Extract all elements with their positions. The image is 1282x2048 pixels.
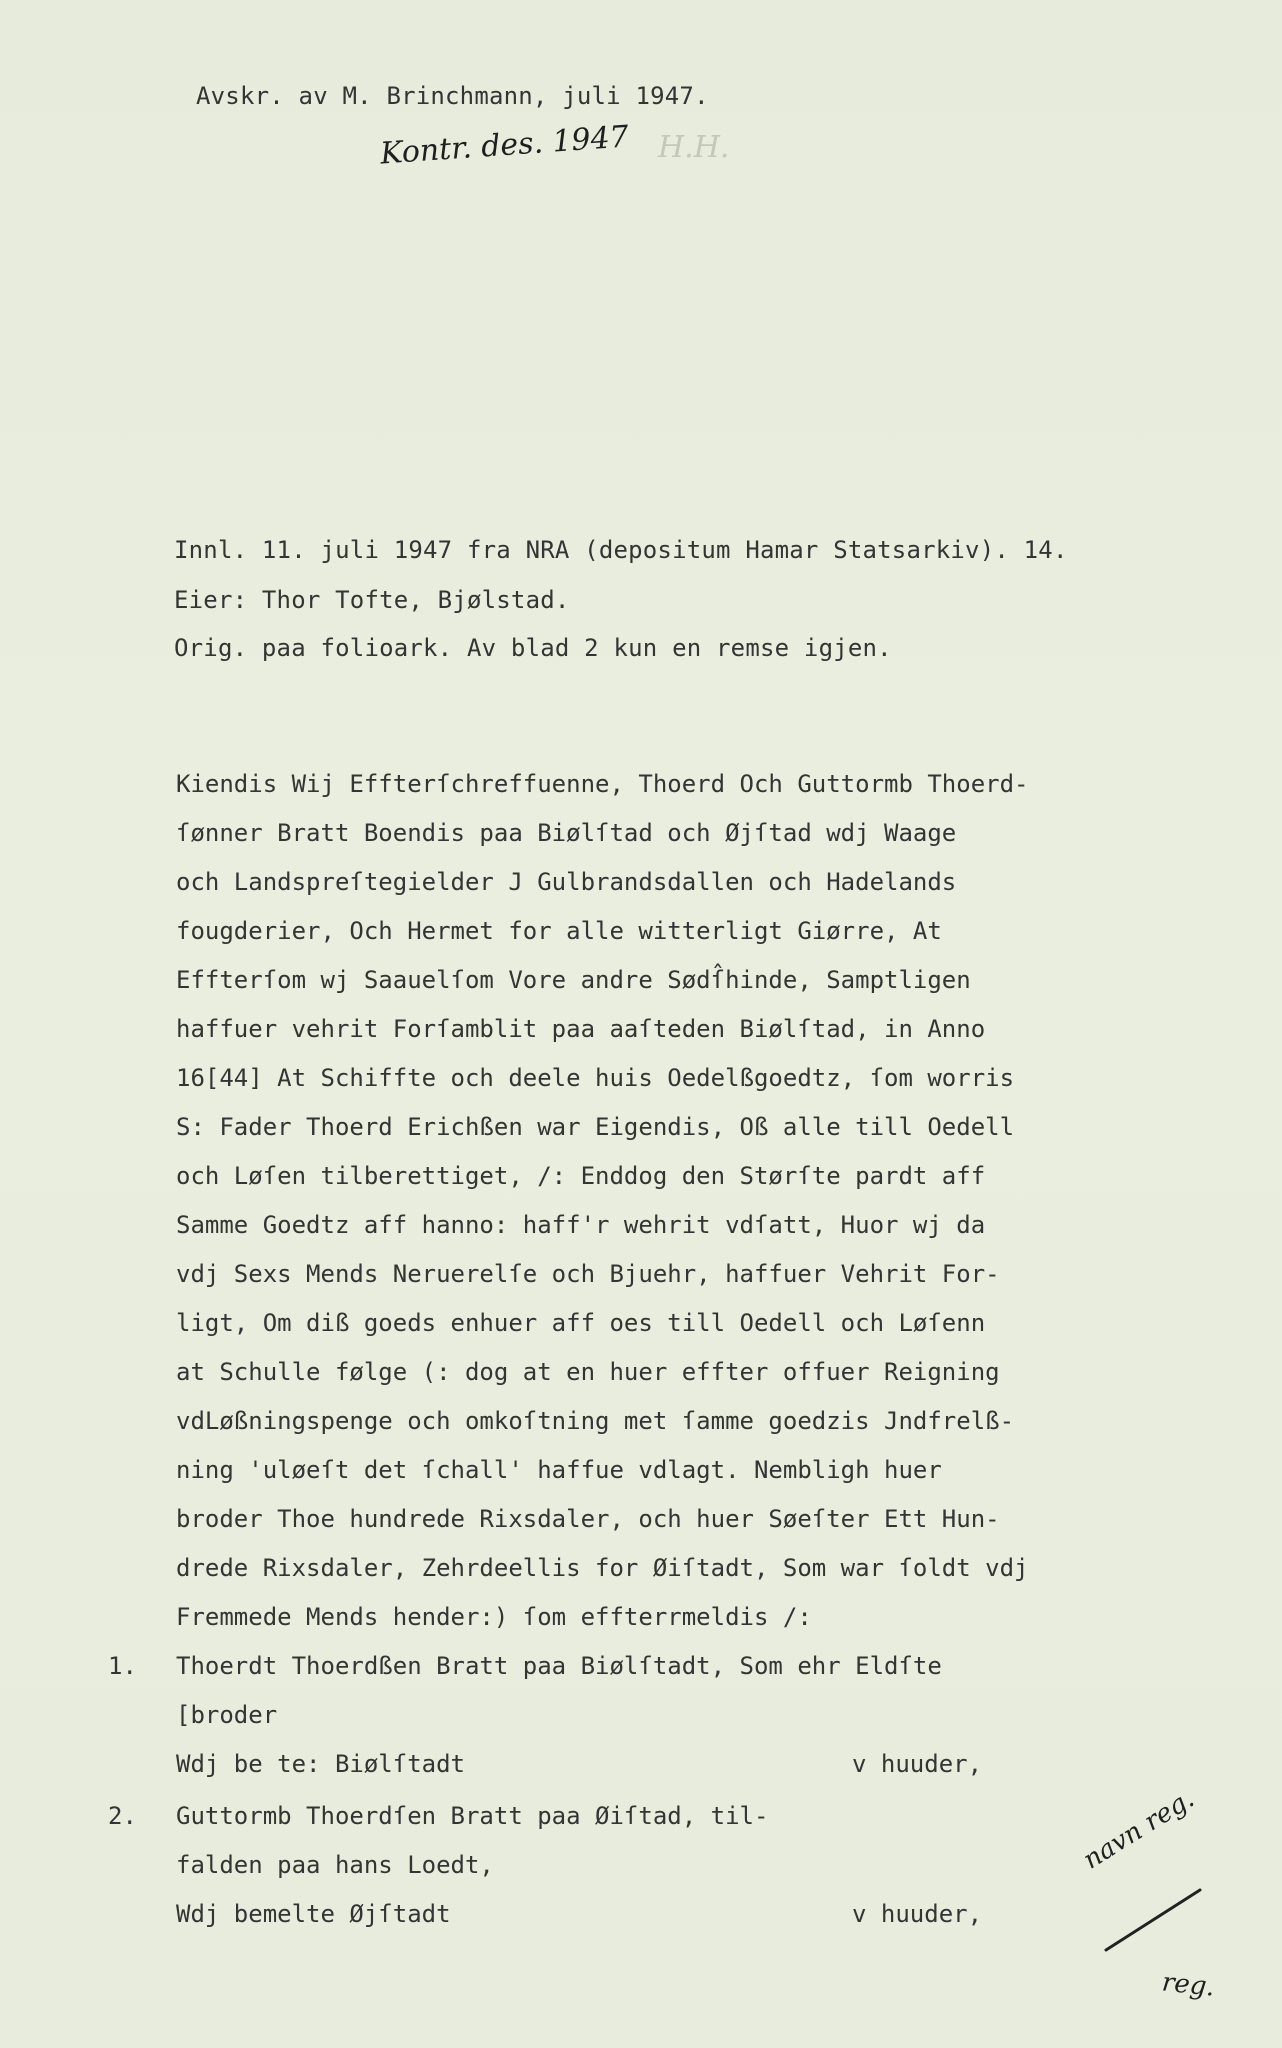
body-line: och Landspreſtegielder J Gulbrandsdallen och Hadelands <box>176 868 957 896</box>
body-line: vdLøßningspenge och omkoſtning met ſamme goedzis Jndfrelß- <box>176 1407 1015 1435</box>
body-line: ning 'uløeſt det ſchall' haffue vdlagt. Nembligh huer <box>176 1456 942 1484</box>
body-line: broder Thoe hundrede Rixsdaler, och huer Søeſter Ett Hun- <box>176 1505 1000 1533</box>
body-line: och Løſen tilberettiget, /: Enddog den Størſte pardt aff <box>176 1162 986 1190</box>
item-line: Guttormb Thoerdſen Bratt paa Øiſtad, til- <box>176 1802 769 1830</box>
body-line: Effterſom wj Saauelſom Vore andre Sødſ̂hinde, Samptligen <box>176 966 971 994</box>
metadata-line-2: Eier: Thor Tofte, Bjølstad. <box>174 586 570 614</box>
body-line: vdj Sexs Mends Neruerelſe och Bjuehr, haffuer Vehrit For- <box>176 1260 1000 1288</box>
item-line: [broder <box>176 1701 278 1729</box>
body-line: ligt, Om diß goeds enhuer aff oes till Oedell och Løſenn <box>176 1309 986 1337</box>
body-line: ſønner Bratt Boendis paa Biølſtad och Øjſtad wdj Waage <box>176 819 957 847</box>
margin-underline-stroke <box>1100 1880 1210 1960</box>
item-line: Wdj be te: Biølſtadt <box>176 1750 465 1778</box>
metadata-line-3: Orig. paa folioark. Av blad 2 kun en remse igjen. <box>174 634 892 662</box>
margin-note-navn-reg: navn reg. <box>1078 1783 1200 1876</box>
item-number: 2. <box>108 1802 137 1830</box>
body-line: at Schulle følge (: dog at en huer effter offuer Reigning <box>176 1358 1000 1386</box>
body-line: Fremmede Mends hender:) ſom effterrmeldis /: <box>176 1603 812 1631</box>
body-line: 16[44] At Schiffte och deele huis Oedelßgoedtz, ſom worris <box>176 1064 1015 1092</box>
margin-note-reg: reg. <box>1160 1967 1217 2003</box>
handwritten-initials: H.H. <box>658 130 730 165</box>
item-value: v huuder, <box>852 1900 983 1928</box>
body-line: fougderier, Och Hermet for alle witterligt Giørre, At <box>176 917 942 945</box>
metadata-line-1: Innl. 11. juli 1947 fra NRA (depositum Hamar Statsarkiv). 14. <box>174 536 1068 564</box>
body-line: drede Rixsdaler, Zehrdeellis for Øiſtadt, Som war ſoldt vdj <box>176 1554 1029 1582</box>
body-line: S: Fader Thoerd Erichßen war Eigendis, Oß alle till Oedell <box>176 1113 1015 1141</box>
transcription-note: Avskr. av M. Brinchmann, juli 1947. <box>196 82 709 110</box>
item-line: falden paa hans Loedt, <box>176 1851 494 1879</box>
item-number: 1. <box>108 1652 137 1680</box>
item-line: Thoerdt Thoerdßen Bratt paa Biølſtadt, Som ehr Eldſte <box>176 1652 942 1680</box>
body-line: Kiendis Wij Effterſchreffuenne, Thoerd Och Guttormb Thoerd- <box>176 770 1029 798</box>
body-line: haffuer vehrit Forſamblit paa aaſteden Biølſtad, in Anno <box>176 1015 986 1043</box>
item-value: v huuder, <box>852 1750 983 1778</box>
handwritten-kontroll-note: Kontr. des. 1947 <box>379 119 630 172</box>
item-line: Wdj bemelte Øjſtadt <box>176 1900 451 1928</box>
body-line: Samme Goedtz aff hanno: haff'r wehrit vdſatt, Huor wj da <box>176 1211 986 1239</box>
